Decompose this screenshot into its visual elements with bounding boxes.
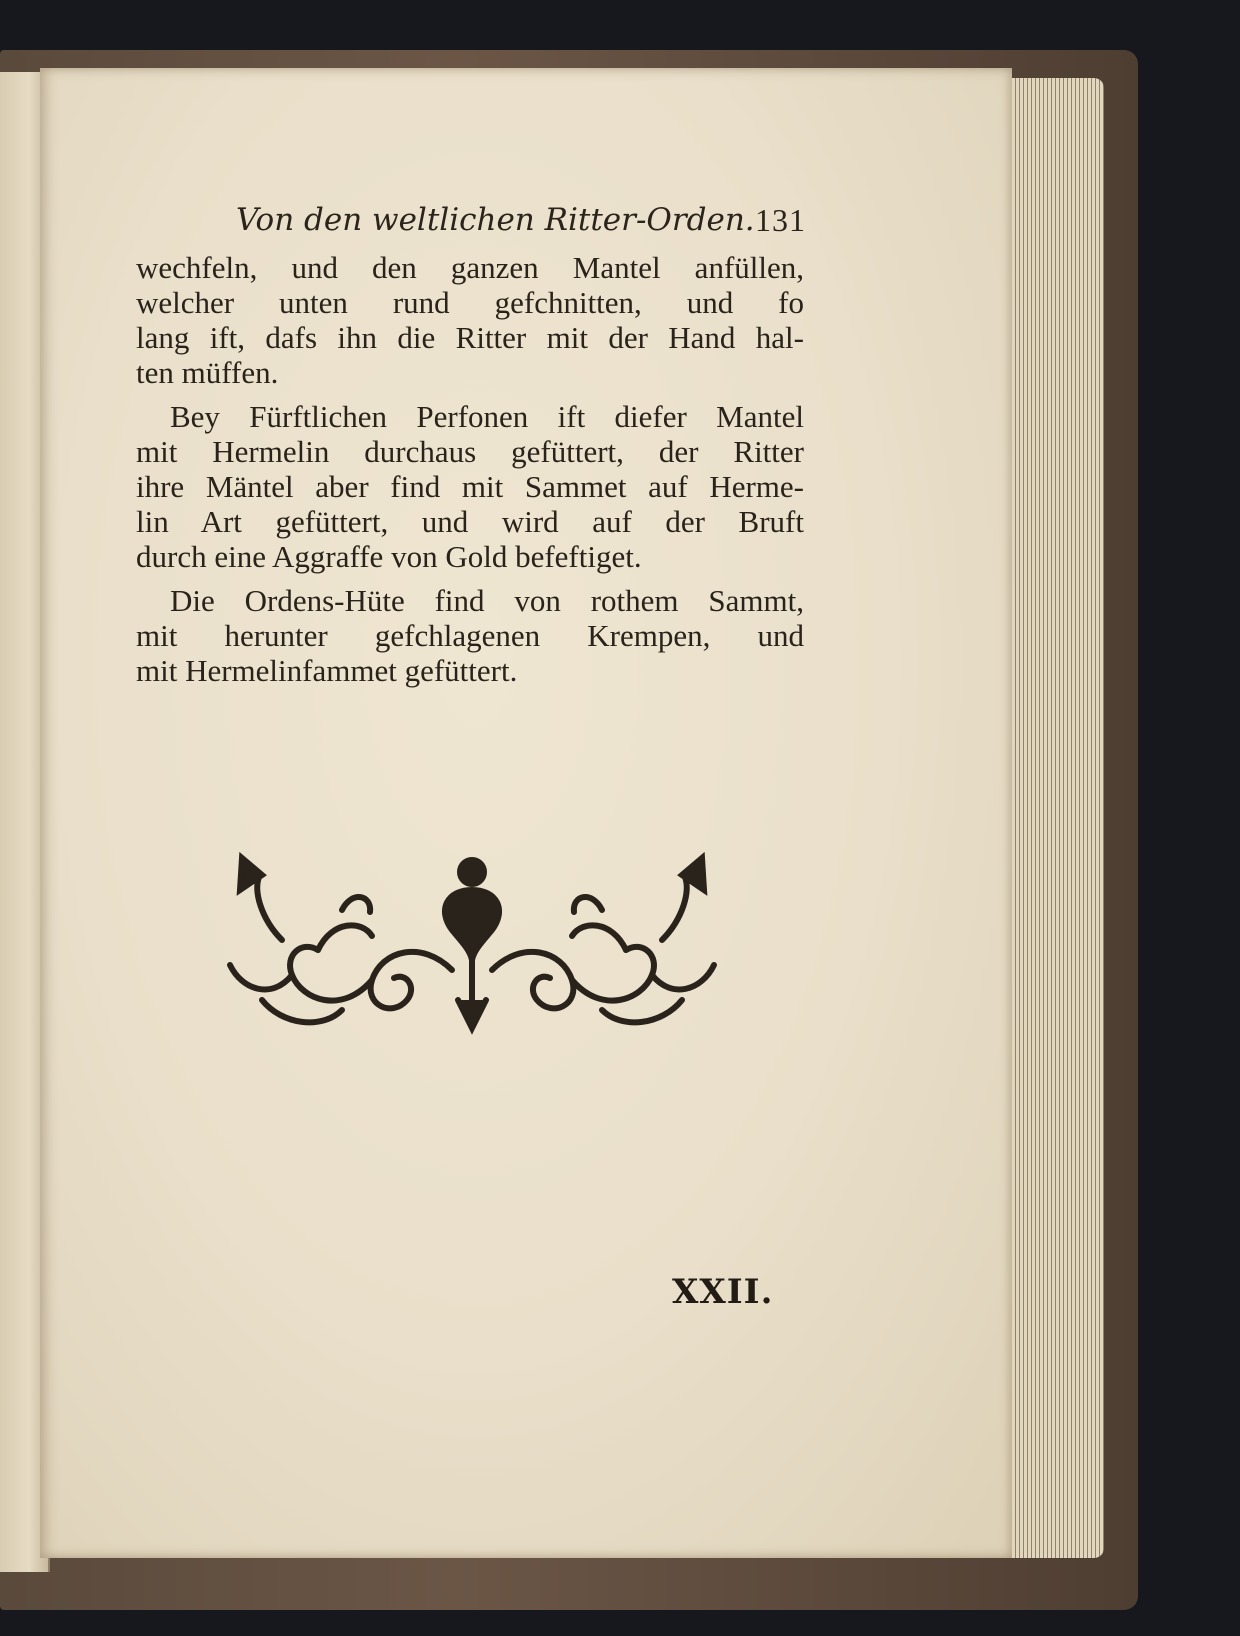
text-line: lin Art gefüttert, und wird auf der Bruft [136, 504, 804, 539]
catchword: XXII. [672, 1272, 774, 1312]
text-line: mit Hermelinfammet gefüttert. [136, 653, 518, 688]
text-line: Bey Fürftlichen Perfonen ift diefer Mantel [170, 399, 804, 434]
text-line: wechfeln, und den ganzen Mantel anfüllen, [136, 250, 804, 285]
text-line: mit Hermelin durchaus gefüttert, der Ritter [136, 434, 804, 469]
paragraph [136, 399, 804, 574]
text-line: Die Ordens-Hüte find von rothem Sammt, [170, 583, 804, 618]
body-text [136, 250, 804, 697]
paragraph [136, 250, 804, 390]
running-title: Von den weltlichen Ritter-Orden. [236, 202, 755, 238]
running-head [196, 196, 806, 244]
text-line: durch eine Aggraffe von Gold befeftiget. [136, 539, 642, 574]
baroque-scroll-vignette-icon [222, 850, 722, 1050]
text-line: lang ift, dafs ihn die Ritter mit der Hand hal- [136, 320, 804, 355]
page-stack-edge [1004, 78, 1104, 1558]
paragraph [136, 583, 804, 688]
text-line: mit herunter gefchlagenen Krempen, und [136, 618, 804, 653]
text-line: ihre Mäntel aber find mit Sammet auf Herme- [136, 469, 804, 504]
text-line: welcher unten rund gefchnitten, und fo [136, 285, 804, 320]
text-line: ten müffen. [136, 355, 279, 390]
page-number: 131 [755, 202, 806, 238]
